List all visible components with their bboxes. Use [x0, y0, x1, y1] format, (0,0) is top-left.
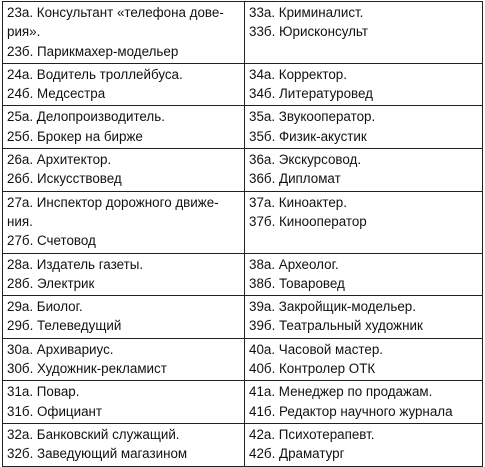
option-a-continued: рия».	[7, 24, 41, 40]
option-a: 31а. Повар.	[7, 384, 80, 400]
table-row	[3, 381, 483, 424]
table-row	[3, 106, 483, 149]
option-b: 30б. Художник-рекламист	[7, 361, 167, 377]
right-cell	[245, 191, 483, 253]
option-a: 34а. Корректор.	[249, 66, 347, 82]
option-b: 41б. Редактор научного журнала	[249, 403, 453, 419]
option-a: 41а. Менеджер по продажам.	[249, 384, 433, 400]
option-b: 39б. Театральный художник	[249, 318, 423, 334]
option-a: 30а. Архивариус.	[7, 341, 114, 357]
table-row	[3, 63, 483, 106]
right-cell	[245, 106, 483, 149]
left-cell	[3, 253, 245, 296]
option-b: 34б. Литературовед	[249, 86, 373, 102]
table-row	[3, 2, 483, 64]
right-cell	[245, 2, 483, 64]
left-cell	[3, 63, 245, 106]
right-cell	[245, 253, 483, 296]
right-cell	[245, 63, 483, 106]
option-b: 29б. Телеведущий	[7, 318, 122, 334]
option-b: 42б. Драматург	[249, 446, 345, 462]
professions-table	[2, 1, 483, 467]
left-cell	[3, 423, 245, 466]
right-cell	[245, 338, 483, 381]
option-a: 23а. Консультант «телефона дове-	[7, 5, 224, 20]
option-b: 26б. Искусствовед	[7, 171, 122, 187]
right-cell	[245, 149, 483, 192]
left-cell	[3, 296, 245, 339]
table-row	[3, 423, 483, 466]
option-a: 27а. Инспектор дорожного движе-	[7, 194, 219, 210]
option-b: 40б. Контролер ОТК	[249, 361, 376, 377]
option-a: 24а. Водитель троллейбуса.	[7, 66, 183, 82]
table-row	[3, 191, 483, 253]
option-a: 29а. Биолог.	[7, 299, 83, 315]
option-b: 35б. Физик-акустик	[249, 128, 367, 144]
option-a-continued: ния.	[7, 213, 33, 229]
option-b: 24б. Медсестра	[7, 86, 106, 102]
option-b: 28б. Электрик	[7, 275, 95, 291]
option-b: 27б. Счетовод	[7, 233, 96, 249]
option-a: 26а. Архитектор.	[7, 152, 112, 168]
left-cell	[3, 338, 245, 381]
right-cell	[245, 423, 483, 466]
left-cell	[3, 191, 245, 253]
option-b: 31б. Официант	[7, 403, 103, 419]
option-a: 32а. Банковский служащий.	[7, 426, 180, 442]
option-b: 36б. Дипломат	[249, 171, 341, 187]
left-cell	[3, 149, 245, 192]
option-a: 36а. Экскурсовод.	[249, 152, 362, 168]
option-b: 32б. Заведующий магазином	[7, 446, 188, 462]
option-a: 40а. Часовой мастер.	[249, 341, 384, 357]
option-b: 37б. Кинооператор	[249, 213, 367, 229]
right-cell	[245, 296, 483, 339]
option-a: 37а. Киноактер.	[249, 194, 347, 210]
table-row	[3, 253, 483, 296]
table-row	[3, 338, 483, 381]
left-cell	[3, 106, 245, 149]
option-b: 33б. Юрисконсульт	[249, 24, 368, 40]
option-a: 28а. Издатель газеты.	[7, 256, 144, 272]
option-a: 39а. Закройщик-модельер.	[249, 299, 416, 315]
table-row	[3, 296, 483, 339]
table-row	[3, 149, 483, 192]
option-a: 33а. Криминалист.	[249, 5, 364, 20]
option-a: 42а. Психотерапевт.	[249, 426, 375, 442]
right-cell	[245, 381, 483, 424]
option-a: 25а. Делопроизводитель.	[7, 109, 165, 125]
option-b: 25б. Брокер на бирже	[7, 128, 143, 144]
left-cell	[3, 381, 245, 424]
option-a: 38а. Археолог.	[249, 256, 339, 272]
left-cell	[3, 2, 245, 64]
option-b: 38б. Товаровед	[249, 275, 345, 291]
option-b: 23б. Парикмахер-модельер	[7, 43, 179, 59]
option-a: 35а. Звукооператор.	[249, 109, 376, 125]
